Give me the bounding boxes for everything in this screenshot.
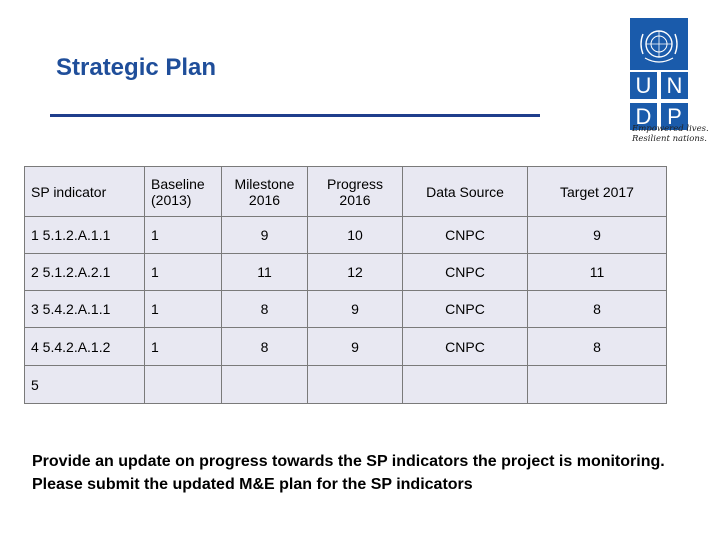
title-underline [50,114,540,117]
cell-progress: 10 [308,217,403,254]
cell-indicator: 2 5.1.2.A.2.1 [25,254,145,291]
header-line: 2016 [248,191,281,208]
logo-letter: N [661,72,688,99]
header-milestone [222,167,308,217]
undp-letters [630,72,688,130]
cell-progress [308,366,403,404]
cell-target: 9 [528,217,667,254]
logo-tagline [632,124,712,144]
cell-milestone: 8 [222,291,308,328]
logo-letter: U [630,72,657,99]
header-line: 2016 [339,191,371,208]
cell-progress: 12 [308,254,403,291]
cell-baseline: 1 [145,254,222,291]
cell-progress: 9 [308,328,403,366]
header-line: Baseline [151,175,205,192]
un-emblem-icon [630,18,688,70]
cell-baseline: 1 [145,328,222,366]
cell-indicator: 5 [25,366,145,404]
cell-baseline: 1 [145,217,222,254]
cell-data-source: CNPC [403,217,528,254]
cell-milestone [222,366,308,404]
header-target: Target 2017 [528,167,667,217]
cell-milestone: 11 [222,254,308,291]
cell-indicator: 4 5.4.2.A.1.2 [25,328,145,366]
cell-target: 8 [528,291,667,328]
logo-letter: D [630,103,657,130]
cell-baseline: 1 [145,291,222,328]
cell-progress: 9 [308,291,403,328]
sp-indicator-table [24,166,667,404]
header-progress [308,167,403,217]
header-sp-indicator: SP indicator [25,167,145,217]
table-row [25,328,667,366]
tagline-line: Empowered lives. [632,124,709,134]
header-line: (2013) [151,191,192,208]
cell-indicator: 1 5.1.2.A.1.1 [25,217,145,254]
cell-data-source: CNPC [403,291,528,328]
cell-baseline [145,366,222,404]
cell-target [528,366,667,404]
tagline-line: Resilient nations. [632,134,707,144]
cell-data-source [403,366,528,404]
cell-data-source: CNPC [403,254,528,291]
slide-title: Strategic Plan [56,54,217,81]
undp-logo [628,18,692,129]
cell-target: 11 [528,254,667,291]
header-baseline [145,167,222,217]
cell-data-source: CNPC [403,328,528,366]
cell-target: 8 [528,328,667,366]
header-line: Progress [326,175,384,192]
table-row [25,366,667,404]
cell-indicator: 3 5.4.2.A.1.1 [25,291,145,328]
cell-milestone: 9 [222,217,308,254]
table-row [25,291,667,328]
cell-milestone: 8 [222,328,308,366]
table-row [25,217,667,254]
instruction-note: Provide an update on progress towards the SP indicators the project is monitoring. Please submit the updated M&E plan for the SP indicators [32,453,665,493]
header-data-source: Data Source [403,167,528,217]
table-row [25,254,667,291]
logo-letter: P [661,103,688,130]
table-header-row [25,167,667,217]
header-line: Milestone [234,175,295,192]
